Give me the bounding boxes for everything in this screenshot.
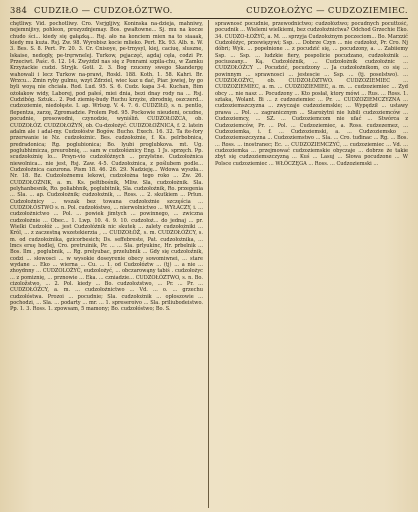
left-column-text: chętliwy. Vid. pochotliwy. Cro. Vsrjgljivy, Koninska na-dzieja, mahniwy, nejemnijivy, pohleon, prozyzdnjemay. Bos. gwałtowne... Sj. mu na kocze chudo ści... kiedy się gałązką... Rsj. ało na konciem mien na to siaaak, kiedy mu kuża. Rsj. Zw. 98. Wyrobisz kocie mlieko. Pert. Ek. 93. Alb. n. W. 3. Bes. S. 8. Pert. Pr. 20. 3. Cr. Cnisoye, pe-trnysyl, kiej, caciuę, sluszne, łskaise, nedogły, pe-tręrwnelej. Turkow, pęjaczęć, agdaj cęła, codzi Pr. Przeciwt. Paśc. 6. 12. 14. Zwyżdzł nas się z Ponrami szpila-chu, w Zamku Krzyżackie cudzi. Stryjk. Gotł. 2. 3. Bog rzuceny swego Skandergę wahowali i lecz Turkow na-prawi, Roskl. 188. Koth. 1. 58. Kahri. Br. Wrzcu... Zmin ryby gulmu, wzyt Zdrziel, wiec kaz u dać, Piar. jowiej, by go byli woyą nie chciała. Rod. Lud. 95. S. 6. Cudz. kapa 3-4. Kuchan, Bim ożołakow widy, Laborej, pod pałeś, miei dnia, bezi dnay rody na ... Rsj. Cudzibóg. Sztuk... 2. Pod ziemię-budy Ruchu krzyże, zbrodnię, oszczerd... cudzoziemie, niedołęste. I. ap. Wrlszg. V. 4. 7. 6. CUDZIŁO, s. n. pentlo, flepentza, zarzę, Zgromadzie. Prolem Pod. 95. Pockowie nieudeni, ocudne, pocudnie, prosowodni, czynodzie, wyniśliń. CUDZOŁOZCA, ob. CUDZOŁÓZ. CUDZOŁOŻYŃ, ob. Cu-dzołożyć. CUDZOŁOŻNICA, f. 2. latein adalm ale i adal-my. Cudzołóstw Bogów. Bucho. Exech. 16. 32. Ta ite-fory przerwanie ie Nz. cudzołożnic. Bes. cudzołożnie, f. Ks. pelrbobnica, predradonica; Rg. poglubionica; Bo. lyubi proglubkova. mt. Ug. poglubhimicza, preurobnię, ... sam w cudzołóznicy Eng. 1 Js. sprzęch. Pp. scudzołożnię lo... Prsyn-vio cudzołóżnych ... przyłstne. Cudzołożnica niewolnica... nie jest, Rsj. Zaw. 4-5. Cudzołożnica, z poślubem podle... Cudzołożnica cazurona. Pism 18. 46. 26. 29. Nadzieję... Wdowa wyszła... Nr. 18. Bz. Cudzołożnemu lekowi, cudzołożna tego roko ... Zw. 26. CUDZOŁOŻNIK, a. m. Ks. pełtibośnik, Mliw. Sla, cudzołożnik. Sla. pelyhanbesnik, Ro. poliabhnik, poglubitnik, Sla. cudzołożnik, Ro. przegenia ... Sla. ... ap. Cudzołożnik; cudzołożnik, ... Ross. ... 2. skutkiem ... Prlun. Cudzołożnicy ... wszak bez towana cudzołożnie szczęścia ... CUDZOŁÓSTWO s. n. Pol. cudzołóstwo, ... nierwolnictwo ... WYŁACZY, i. ... cudzołożnictwo ... Pol. ... powiek jimtych ... powinnego, ... zwiczna cudzołożnie ... Obec... 1. Lwp. 10. 4. 9. 10. cudzołoż... do jednaj ... pr. Wielki Cudzołóż ... jest Cudzołóżnik nic skutek ... zalety cudzołożniki ... Król, ... z zaczestną wszetekierzia , ... CUDZOŁÓŻ, s. m. CUDZOŁÓŻCY, s. m. od cudzołożnika, gzicorbesich; Ds. seffebreste, Pat. cudzołożnika, ... lmcs eruę hodlej, Cro. pretruinik, Pr. ... ... Sla. prlyukinc, Hr. prbelnik ... Bos. Ilm , poglubnik, ... Rg. prelyubac, przelubnik ... Gdy się cudzołoźnik, codzi ... słowosci ... w wysokie doseyrenie obecy sowomiwnei, ... stare wydane ... Eko ... wierna ... Cu. ... 1. od Cudzołóztw ... (tj) ... a nie ... zhoydnny ... CUDZOLOŻYĆ, eudzolożyć, ... obczarowąny tabiś . cudzołożyc ... z pomiznię, ... prznowie ... Eka. ... czniadzie... CUDZOŁÓZTWO, s. n. Bo. cizoložstwo, ... 2. Pol. kiedy ... Bo. cudzołożstwo, ... Pr. ... Pr. ... CUDZOŁÓŻCY, a. m. ... cudzołożnictwo ... Vd. ... o. ... grzechu cudzołóstwa. Prozoi ... pocudnie; Sla. cudzołożnik ... opłoszowie ... pochodzi, ... Sla. ... podarty ... mr. ... 1. spreseroivo ... Sla. priliubodeistwo. Pp. 1. 3. Ross. 1. zpowsam, 5 mamony; Bo. cudzołóstwo; Bo. S. bbox=[10, 21, 203, 313]
page-header bbox=[10, 4, 408, 18]
right-column bbox=[215, 21, 408, 507]
right-running-head: CUDZOŁOŻYC — CUDZOZIEMIEC. bbox=[246, 5, 408, 15]
left-column bbox=[10, 21, 203, 507]
page-number: 384 bbox=[10, 5, 28, 15]
column-divider bbox=[208, 20, 209, 508]
left-running-head: CUDZIŁO — CUDZOŁÓZTWO. bbox=[34, 5, 173, 15]
right-column-text: sprawnosć pocudnie, przewodnictwo; cudzołóztwo; pocudnych pocuttość, pocudnik ... Wielemi wielkiemi, bez cudzołożnictwa? Odchod Grzechie Eko. 34. CUDZO-ŁOŻYĆ, a. M. ... sprzyja Cudzołożnym poczeciom... Bo. Marzzić Cudzołóżyc, przewięzywi; Ssp. ... Dobrze Czyn ... nie cudzołoż, Pr. Cro. Nj dóbri; Wyk. ... popełnione ... z pocudzić się, ... pocudzony, a. ... Zabiiemy Ssp. ... Ssp. ... ludzkie fiery, pospolicie pocudzano, cudzołożnik ... pociuszany... Ką. Cudzołóżnik, ... Cudzołożnik cudzołożnic ... CUDZOŁÓŻCY ... Pocudzić, pocudzony ... Ja cudzołożnikom, co się ... powinnym ... sprawnosci ... jestescie ... Ssp. ... (tj. poselstwo). ... CUDZOŁOŻYC, ob. CUDZOŁÓZTWO. CUDZOZIEMIEC ... CUDZOZIEMIEC, a. m. ... CUDZOZIEMIEC, a. m. ... cudzoziemiec ... Zyd obcy ... nie nasz ... Pocudzony ... Kto posłał, ktory mówi ... Rus. ... Ross. 1. sztaka, Wolant. Bi ... z cudzoziemiec ... Pr. ... CUDZOZIEMCZYZNA ... cudzoziemszczyzna ... zwyczaje cudzoziemskie; ... Wypędził ... ustawy prawa ... Pol. ... zagranicznym ... Starożytni nie lubili cudzoziemców ... Cudzoziemcy, ... SZ. ... Cudzoziemcom nie ufać ... Stwórca z Cudzoziemców, Pr. ... Pol. ... Cudzoziemiec, a. Ross. cudzezemez, ... Cudzoziemka, i. f. ... Cudzoziemski, a. ... Cudzoziemsko ... Cudzoziemszczyzna ... Cudzoziemstwo ... Sla. ... Cro. tuđinac ... Rg. ... Bos. ... Ross. ... inostranec; Ec. ... CUDZOZIEMCZYĆ, ... cudzoziemiec ... Vd. ... cudzoziemka ... przejmować cudzoziemskie obyczaje ... dobrze że takie zbyt się cudzoziemszczyzną ... Kuś ... Lasuj ... Słowa pocudzone ... W Polsce cudzoziemiec ... WŁÓCZĘGA ... Ross. ... Cudzoziemski ... bbox=[215, 21, 408, 167]
header-rule bbox=[10, 18, 408, 19]
